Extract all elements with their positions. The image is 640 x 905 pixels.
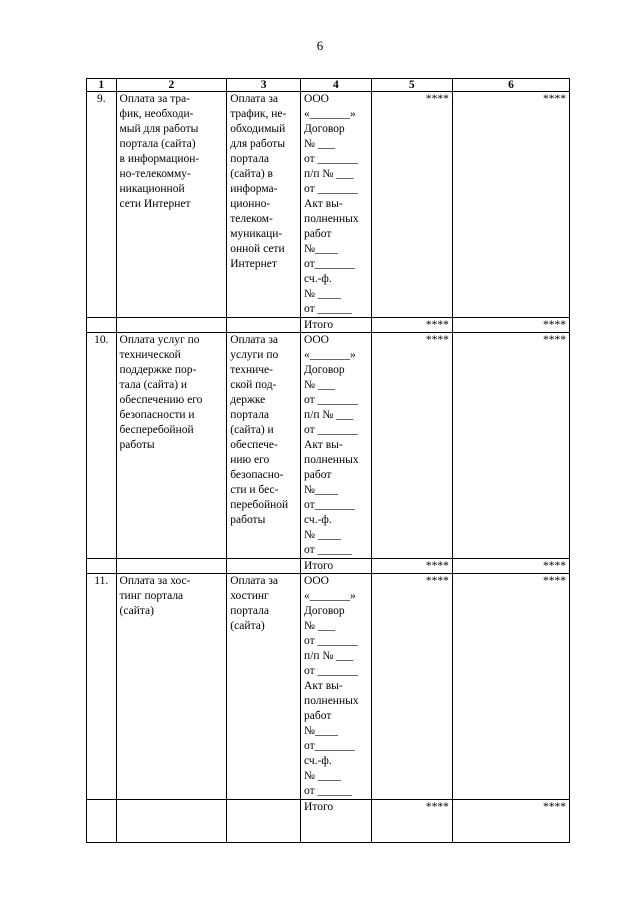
table-row: [87, 92, 570, 318]
documents-line: сч.-ф.: [304, 514, 332, 526]
documents-line: Акт вы-: [304, 198, 343, 210]
payment-purpose-line: техниче-: [230, 364, 273, 376]
header-cell-5: 5: [371, 79, 452, 92]
row-number: 10.: [87, 333, 117, 559]
table-row: [87, 574, 570, 800]
expense-name-line: портала (сайта): [119, 138, 196, 150]
payment-purpose-line: Оплата за: [230, 334, 279, 346]
expenses-table: [86, 78, 570, 843]
documents-line: сч.-ф.: [304, 755, 332, 767]
documents-line: ООО: [304, 575, 329, 587]
expense-name-line: тинг портала: [119, 590, 184, 602]
documents-line: п/п № ___: [304, 168, 354, 180]
empty-cell: [227, 318, 301, 333]
documents-line: №____: [304, 484, 339, 496]
payment-purpose-line: муникаци-: [230, 228, 283, 240]
documents-line: от ______: [304, 544, 353, 556]
documents-line: №____: [304, 243, 339, 255]
total-row: [87, 318, 570, 333]
documents-cell: [301, 333, 372, 559]
payment-purpose-line: Интернет: [230, 258, 277, 270]
documents-line: № ____: [304, 770, 341, 782]
payment-purpose-cell: [227, 574, 301, 800]
payment-purpose-line: держке: [230, 394, 266, 406]
documents-line: Акт вы-: [304, 680, 343, 692]
table-body: [87, 92, 570, 843]
empty-cell: [116, 559, 227, 574]
expense-name-line: мый для работы: [119, 123, 199, 135]
payment-purpose-cell: [227, 92, 301, 318]
expense-name-line: сети Интернет: [119, 198, 191, 210]
documents-line: от _______: [304, 394, 358, 406]
expense-name-line: Оплата за хос-: [119, 575, 191, 587]
amount-cell: ****: [371, 92, 452, 318]
expense-name-line: Оплата услуг по: [119, 334, 200, 346]
expense-name-line: тала (сайта) и: [119, 379, 188, 391]
payment-purpose-line: портала: [230, 605, 269, 617]
header-row: [87, 79, 570, 92]
documents-line: полненных: [304, 695, 359, 707]
documents-line: Акт вы-: [304, 439, 343, 451]
payment-purpose-line: работы: [230, 514, 266, 526]
documents-line: работ: [304, 228, 332, 240]
expense-name-line: (сайта): [119, 605, 154, 617]
documents-line: «_______»: [304, 590, 356, 602]
documents-line: № ___: [304, 379, 336, 391]
expense-name-line: Оплата за тра-: [119, 93, 191, 105]
total-label: Итого: [301, 318, 372, 333]
empty-cell: [116, 318, 227, 333]
empty-cell: [87, 559, 117, 574]
total-label: Итого: [301, 800, 372, 843]
payment-purpose-line: обходимый: [230, 123, 286, 135]
expense-name-line: безопасности и: [119, 409, 195, 421]
expense-name-line: но-телекомму-: [119, 168, 191, 180]
payment-purpose-line: ской под-: [230, 379, 277, 391]
header-cell-1: 1: [87, 79, 117, 92]
expense-name-line: никационной: [119, 183, 185, 195]
payment-purpose-line: (сайта): [230, 620, 265, 632]
total-amount: ****: [371, 318, 452, 333]
documents-cell: [301, 92, 372, 318]
documents-line: от _______: [304, 153, 358, 165]
payment-purpose-line: перебойной: [230, 499, 289, 511]
total-row: [87, 800, 570, 843]
expense-name-cell: [116, 333, 227, 559]
row-number: 9.: [87, 92, 117, 318]
documents-line: работ: [304, 710, 332, 722]
total-amount: ****: [371, 559, 452, 574]
payment-purpose-line: ционно-: [230, 198, 271, 210]
expense-name-cell: [116, 574, 227, 800]
payment-purpose-line: (сайта) в: [230, 168, 273, 180]
documents-line: № ___: [304, 620, 336, 632]
expense-name-cell: [116, 92, 227, 318]
payment-purpose-line: онной сети: [230, 243, 285, 255]
payment-purpose-line: трафик, не-: [230, 108, 287, 120]
payment-purpose-line: обеспече-: [230, 439, 278, 451]
total-row: [87, 559, 570, 574]
total-amount: ****: [452, 559, 569, 574]
empty-cell: [227, 559, 301, 574]
payment-purpose-line: (сайта) и: [230, 424, 274, 436]
payment-purpose-line: сти и бес-: [230, 484, 279, 496]
payment-purpose-line: информа-: [230, 183, 278, 195]
header-cell-2: 2: [116, 79, 227, 92]
header-cell-4: 4: [301, 79, 372, 92]
header-cell-6: 6: [452, 79, 569, 92]
documents-line: № ____: [304, 529, 341, 541]
empty-cell: [87, 318, 117, 333]
total-amount: ****: [452, 318, 569, 333]
payment-purpose-line: для работы: [230, 138, 286, 150]
documents-line: ООО: [304, 93, 329, 105]
documents-line: полненных: [304, 454, 359, 466]
payment-purpose-line: услуги по: [230, 349, 279, 361]
empty-cell: [87, 800, 117, 843]
payment-purpose-line: безопасно-: [230, 469, 284, 481]
total-amount: ****: [452, 800, 569, 843]
empty-cell: [227, 800, 301, 843]
expense-name-line: работы: [119, 439, 155, 451]
documents-line: п/п № ___: [304, 409, 354, 421]
documents-line: работ: [304, 469, 332, 481]
payment-purpose-line: портала: [230, 153, 269, 165]
documents-line: от _______: [304, 665, 358, 677]
payment-purpose-line: телеком-: [230, 213, 273, 225]
documents-line: от_______: [304, 740, 355, 752]
expense-name-line: обеспечению его: [119, 394, 203, 406]
expense-name-line: технической: [119, 349, 181, 361]
documents-line: от _______: [304, 183, 358, 195]
header-cell-3: 3: [227, 79, 301, 92]
documents-line: № ____: [304, 288, 341, 300]
expense-name-line: фик, необходи-: [119, 108, 194, 120]
total-label: Итого: [301, 559, 372, 574]
page-number: 6: [316, 38, 324, 53]
documents-line: № ___: [304, 138, 336, 150]
documents-line: Договор: [304, 605, 345, 617]
documents-line: от _______: [304, 424, 358, 436]
payment-purpose-line: нию его: [230, 454, 270, 466]
row-number: 11.: [87, 574, 117, 800]
payment-purpose-line: портала: [230, 409, 269, 421]
documents-line: от _______: [304, 635, 358, 647]
payment-purpose-line: Оплата за: [230, 93, 279, 105]
payment-purpose-cell: [227, 333, 301, 559]
documents-line: Договор: [304, 364, 345, 376]
documents-cell: [301, 574, 372, 800]
table-row: [87, 333, 570, 559]
payment-purpose-line: хостинг: [230, 590, 269, 602]
total-amount: ****: [371, 800, 452, 843]
amount-cell: ****: [452, 92, 569, 318]
payment-purpose-line: Оплата за: [230, 575, 279, 587]
documents-line: от_______: [304, 258, 355, 270]
empty-cell: [116, 800, 227, 843]
amount-cell: ****: [452, 574, 569, 800]
documents-line: п/п № ___: [304, 650, 354, 662]
expense-name-line: бесперебойной: [119, 424, 194, 436]
documents-line: полненных: [304, 213, 359, 225]
documents-line: Договор: [304, 123, 345, 135]
documents-line: от ______: [304, 303, 353, 315]
documents-line: «_______»: [304, 349, 356, 361]
amount-cell: ****: [452, 333, 569, 559]
amount-cell: ****: [371, 333, 452, 559]
expense-name-line: в информацион-: [119, 153, 200, 165]
documents-line: от ______: [304, 785, 353, 797]
documents-line: сч.-ф.: [304, 273, 332, 285]
documents-line: от_______: [304, 499, 355, 511]
amount-cell: ****: [371, 574, 452, 800]
documents-line: №____: [304, 725, 339, 737]
documents-line: ООО: [304, 334, 329, 346]
expense-name-line: поддержке пор-: [119, 364, 197, 376]
documents-line: «_______»: [304, 108, 356, 120]
